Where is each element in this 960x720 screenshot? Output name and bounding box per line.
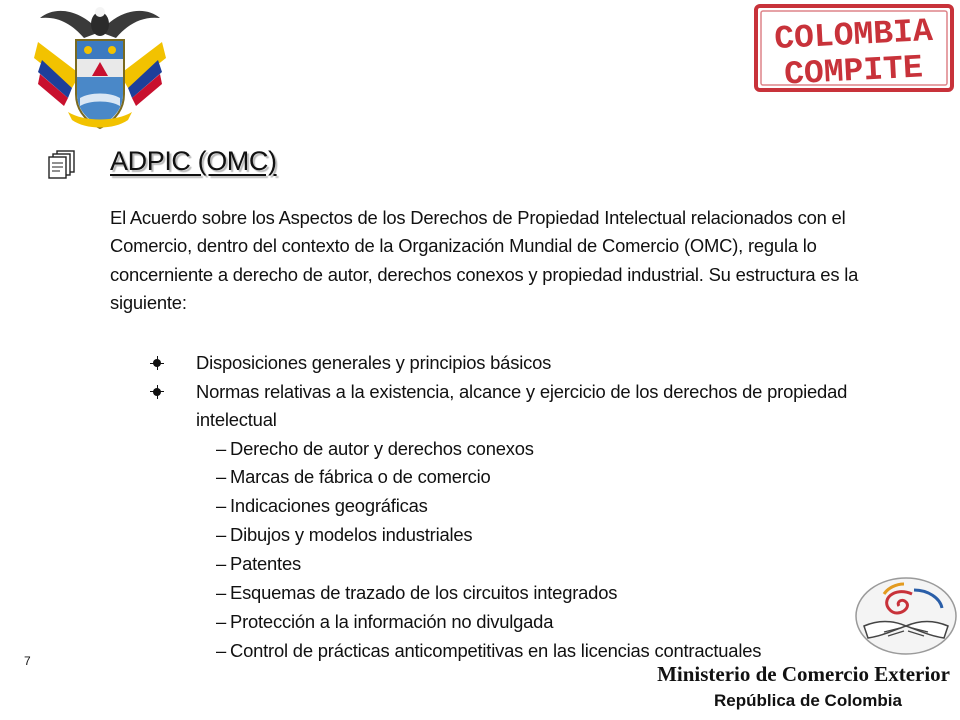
stamp-line-2: COMPITE bbox=[783, 49, 924, 94]
page-title: ADPIC (OMC) bbox=[110, 146, 277, 176]
structure-list bbox=[0, 349, 930, 666]
dash-icon: – bbox=[216, 437, 227, 459]
dash-icon: – bbox=[216, 495, 227, 517]
list-item-text: Normas relativas a la existencia, alcance y ejercicio de los derechos de propiedad intelectual bbox=[196, 380, 848, 430]
colombia-compite-stamp bbox=[752, 2, 956, 94]
page-number: 7 bbox=[24, 654, 31, 668]
colombia-coat-of-arms-icon bbox=[28, 2, 172, 136]
ministry-name: Ministerio de Comercio Exterior bbox=[657, 662, 950, 686]
sub-list-item-text: Control de prácticas anticompetitivas en las licencias contractuales bbox=[230, 639, 762, 661]
sub-list-item bbox=[216, 608, 946, 637]
stacked-pages-icon bbox=[48, 150, 76, 180]
dash-icon: – bbox=[216, 582, 227, 604]
sub-list-item bbox=[216, 521, 946, 550]
sub-list-item-text: Patentes bbox=[230, 553, 301, 575]
sub-list-item bbox=[216, 463, 946, 492]
hands-spiral-logo-icon bbox=[854, 576, 958, 656]
sub-list-item-text: Dibujos y modelos industriales bbox=[230, 524, 473, 546]
sub-list bbox=[196, 435, 926, 666]
intro-paragraph: El Acuerdo sobre los Aspectos de los Derechos de Propiedad Intelectual relacionados con el Comercio, dentro del contexto de la Organización Mundial de Comercio (OMC), regula lo concerniente a derecho de autor, derechos conexos y propiedad industrial. Su estructura es la siguiente: bbox=[110, 207, 859, 313]
dash-icon: – bbox=[216, 524, 227, 546]
country-name: República de Colombia bbox=[714, 691, 902, 710]
stamp-line-1: COLOMBIA bbox=[773, 12, 934, 59]
sub-list-item-text: Marcas de fábrica o de comercio bbox=[230, 466, 491, 488]
list-item bbox=[0, 349, 926, 378]
sub-list-item bbox=[216, 550, 946, 579]
dash-icon: – bbox=[216, 639, 227, 661]
bullet-icon bbox=[153, 359, 161, 367]
list-item-text: Disposiciones generales y principios básicos bbox=[196, 352, 552, 373]
sub-list-item-text: Protección a la información no divulgada bbox=[230, 610, 554, 632]
dash-icon: – bbox=[216, 466, 227, 488]
sub-list-item-text: Indicaciones geográficas bbox=[230, 495, 428, 517]
sub-list-item bbox=[216, 579, 946, 608]
sub-list-item bbox=[216, 435, 946, 464]
dash-icon: – bbox=[216, 610, 227, 632]
sub-list-item bbox=[216, 492, 946, 521]
bullet-icon bbox=[153, 388, 161, 396]
sub-list-item-text: Derecho de autor y derechos conexos bbox=[230, 437, 534, 459]
list-item bbox=[0, 378, 926, 666]
sub-list-item-text: Esquemas de trazado de los circuitos integrados bbox=[230, 582, 618, 604]
dash-icon: – bbox=[216, 553, 227, 575]
